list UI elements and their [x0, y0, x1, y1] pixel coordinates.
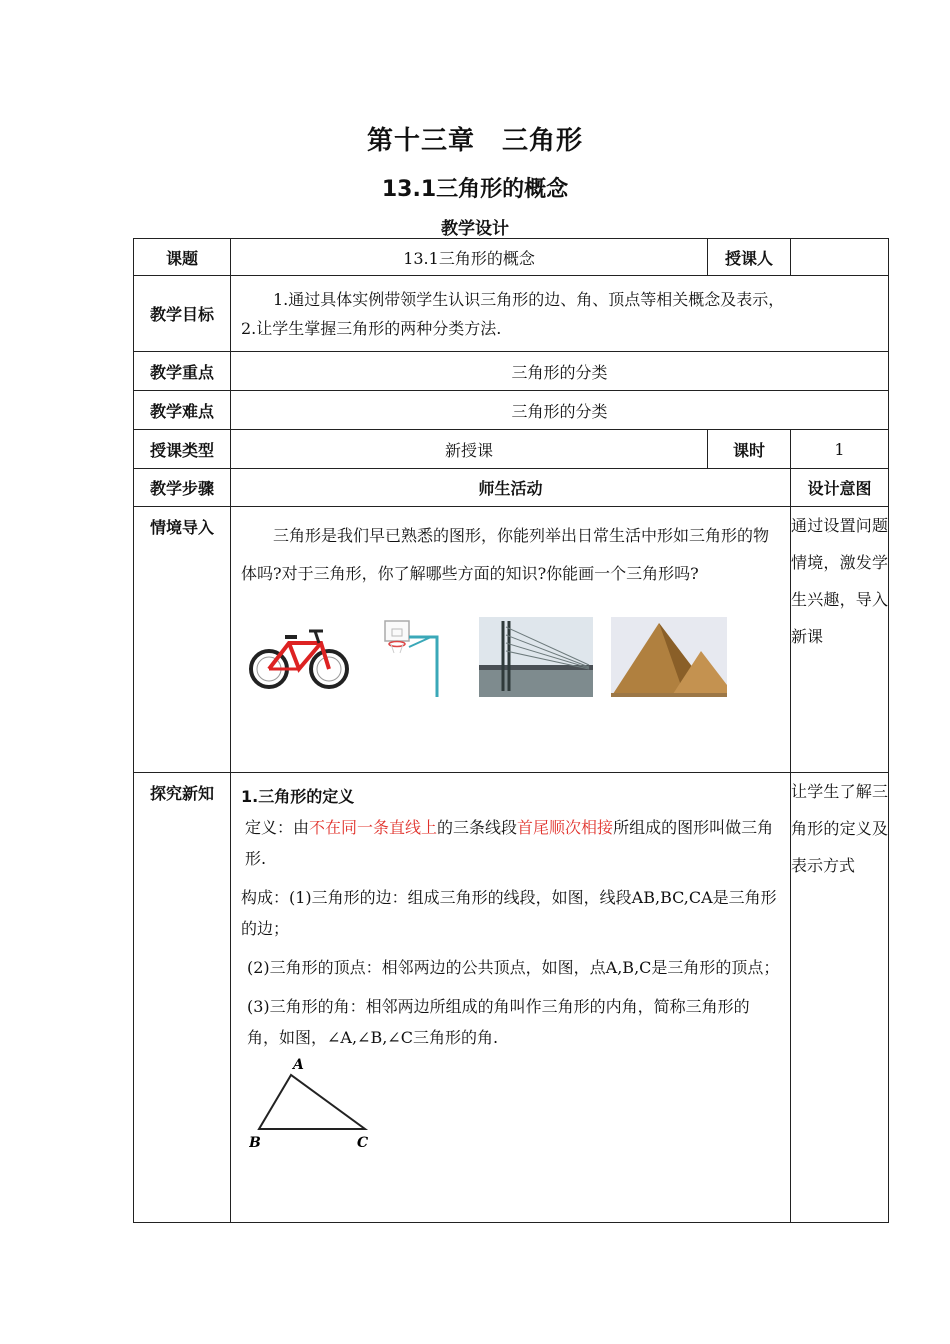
- intro-activity: [231, 507, 791, 773]
- explore-intent: 让学生了解三角形的定义及表示方式: [791, 773, 889, 1223]
- teacher-label: 授课人: [708, 239, 791, 276]
- definition-text: [241, 812, 780, 874]
- goal-2: 2.让学生掌握三角形的两种分类方法.: [241, 318, 502, 338]
- vertices-text: (2)三角形的顶点：相邻两边的公共顶点，如图，点A,B,C是三角形的顶点；: [247, 958, 780, 977]
- highlight-not-collinear: 不在同一条直线上: [309, 818, 438, 837]
- key-value: 三角形的分类: [231, 352, 889, 391]
- topic-label: 课题: [134, 239, 231, 276]
- highlight-end-to-end: 首尾顺次相接: [517, 818, 614, 837]
- definition-heading: 1.三角形的定义: [241, 787, 355, 806]
- hours-value: 1: [791, 430, 889, 469]
- goals-label: 教学目标: [134, 276, 231, 352]
- vertex-c-label: C: [357, 1135, 369, 1149]
- type-value: 新授课: [231, 430, 708, 469]
- intro-intent: 通过设置问题情境，激发学生兴趣，导入新课: [791, 507, 889, 773]
- vertex-b-label: B: [249, 1135, 261, 1149]
- row-difficulty: [134, 391, 889, 430]
- difficulty-label: 教学难点: [134, 391, 231, 430]
- row-type: [134, 430, 889, 469]
- definition-suffix: 所组成的图形叫做三角形.: [245, 818, 774, 868]
- vertex-a-label: A: [293, 1057, 304, 1073]
- basketball-hoop-image: [371, 617, 461, 697]
- goals-cell: [231, 276, 889, 352]
- lesson-plan-table: [133, 238, 889, 1223]
- explore-activity: [231, 773, 791, 1223]
- definition-prefix: 定义：由: [245, 818, 310, 837]
- intro-label: 情境导入: [134, 507, 231, 773]
- subtitle: 教学设计: [441, 219, 509, 239]
- row-header: [134, 469, 889, 507]
- difficulty-value: 三角形的分类: [231, 391, 889, 430]
- goal-1: 1.通过具体实例带领学生认识三角形的边、角、顶点等相关概念及表示，: [273, 289, 785, 309]
- row-intro: [134, 507, 889, 773]
- chapter-title: 第十三章 三角形: [366, 126, 583, 156]
- sides-text: 构成：(1)三角形的边：组成三角形的线段，如图，线段AB,BC,CA是三角形的边；: [241, 888, 777, 938]
- row-key: [134, 352, 889, 391]
- triangle-diagram: [249, 1057, 389, 1149]
- row-goals: [134, 276, 889, 352]
- section-title: 13.1三角形的概念: [381, 177, 569, 202]
- intro-pictures: [231, 593, 790, 705]
- intent-label: 设计意图: [791, 469, 889, 507]
- topic-value: 13.1三角形的概念: [231, 239, 708, 276]
- definition-middle: 的三条线段: [437, 818, 518, 837]
- bridge-image: [479, 617, 593, 697]
- type-label: 授课类型: [134, 430, 231, 469]
- bicycle-image: [245, 621, 353, 693]
- steps-label: 教学步骤: [134, 469, 231, 507]
- row-topic: [134, 239, 889, 276]
- pyramids-image: [611, 617, 727, 697]
- teacher-value: [791, 239, 889, 276]
- angles-text: (3)三角形的角：相邻两边所组成的角叫作三角形的内角，简称三角形的角，如图，∠A,∠B,∠C三角形的角.: [247, 997, 750, 1047]
- intro-text: 三角形是我们早已熟悉的图形，你能列举出日常生活中形如三角形的物体吗?对于三角形，你了解哪些方面的知识?你能画一个三角形吗?: [241, 526, 770, 583]
- key-label: 教学重点: [134, 352, 231, 391]
- hours-label: 课时: [708, 430, 791, 469]
- explore-label: 探究新知: [134, 773, 231, 1223]
- activity-label: 师生活动: [231, 469, 791, 507]
- row-explore: [134, 773, 889, 1223]
